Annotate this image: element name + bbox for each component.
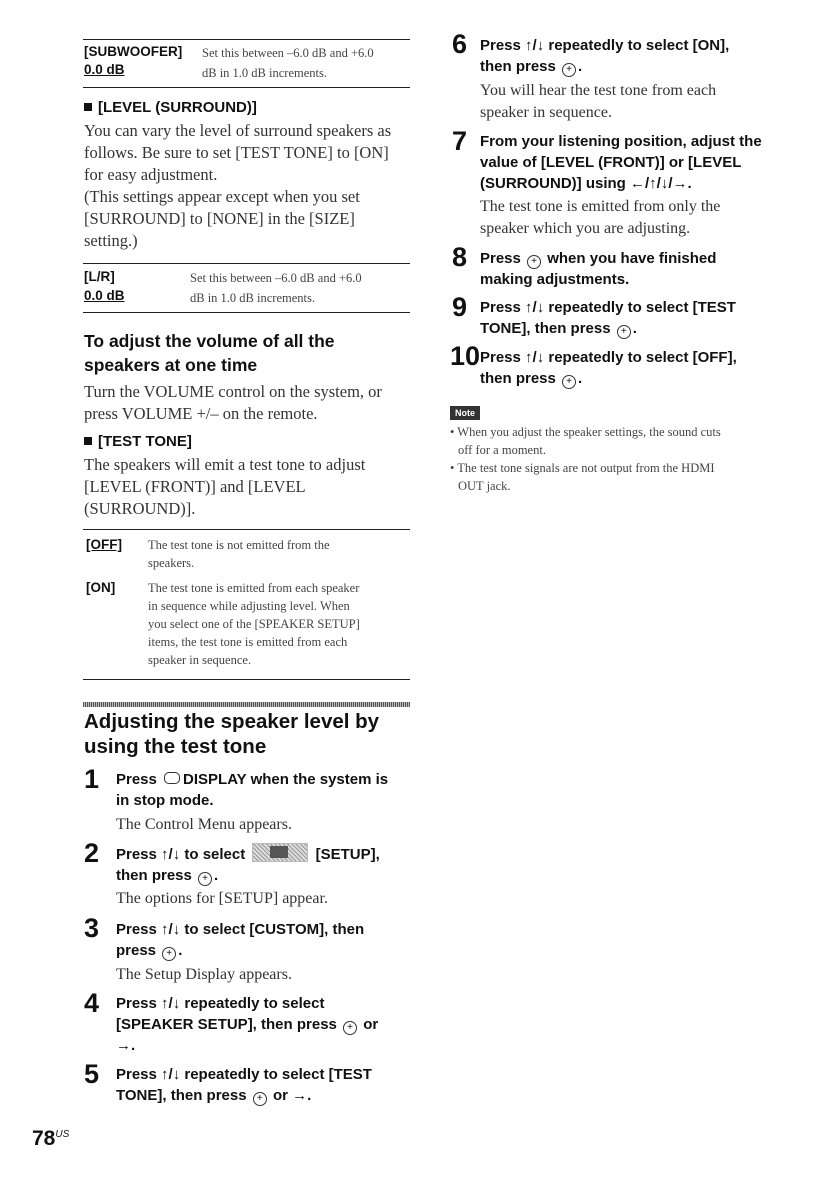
- step-8-number: 8: [452, 242, 468, 272]
- step-6-body: You will hear the test tone from each speaker in sequence.: [480, 82, 717, 121]
- step-2-body: The options for [SETUP] appear.: [116, 890, 328, 907]
- step-3-number: 3: [84, 913, 100, 943]
- note-badge: Note: [450, 403, 480, 421]
- on-desc: The test tone is emitted from each speaker in sequence while adjusting level. When you select one of the [SPEAKER SETUP] items, the test tone is emitted from each speaker in sequence.: [148, 581, 360, 667]
- off-key: [OFF]: [86, 537, 122, 552]
- test-tone-heading: [TEST TONE]: [84, 433, 192, 450]
- step-8-title: Press + when you have finished making adjustments.: [480, 250, 717, 288]
- step-5-number: 5: [84, 1059, 100, 1089]
- step-10-title: Press ↑/↓ repeatedly to select [OFF], then press + .: [480, 349, 737, 387]
- step-6-title: Press ↑/↓ repeatedly to select [ON], then press + .: [480, 37, 730, 75]
- step-4-number: 4: [84, 988, 100, 1018]
- subwoofer-key: [SUBWOOFER]: [84, 44, 183, 59]
- step-6-number: 6: [452, 29, 468, 59]
- table-rule: [83, 263, 410, 264]
- step-5-title: Press ↑/↓ repeatedly to select [TEST TONE], then press + or →.: [116, 1066, 372, 1104]
- test-tone-body: The speakers will emit a test tone to adjust [LEVEL (FRONT)] and [LEVEL (SURROUND)].: [84, 455, 366, 518]
- on-key: [ON]: [86, 580, 116, 595]
- display-button-icon: [164, 772, 180, 784]
- level-surround-body: You can vary the level of surround speakers as follows. Be sure to set [TEST TONE] to [ON] for easy adjustment. (This settings appear except when you set [SURROUND] to [NONE] in the [SIZE] setting.): [84, 121, 392, 250]
- adjust-all-body: Turn the VOLUME control on the system, or press VOLUME +/– on the remote.: [84, 382, 382, 423]
- subwoofer-default: 0.0 dB: [84, 62, 125, 77]
- enter-button-icon: +: [562, 375, 576, 389]
- enter-button-icon: +: [527, 255, 541, 269]
- enter-button-icon: +: [562, 63, 576, 77]
- enter-button-icon: +: [162, 947, 176, 961]
- lr-desc-line2: dB in 1.0 dB increments.: [190, 291, 315, 305]
- subwoofer-desc-line1: Set this between –6.0 dB and +6.0: [202, 46, 374, 60]
- section-divider: [83, 702, 410, 707]
- table-rule: [83, 87, 410, 88]
- table-rule: [83, 679, 410, 680]
- step-1-body: The Control Menu appears.: [116, 816, 292, 833]
- step-4-title: Press ↑/↓ repeatedly to select [SPEAKER SETUP], then press + or →.: [116, 995, 379, 1054]
- lr-key: [L/R]: [84, 269, 115, 284]
- enter-button-icon: +: [253, 1092, 267, 1106]
- step-2-number: 2: [84, 838, 100, 868]
- level-surround-heading: [LEVEL (SURROUND)]: [84, 99, 257, 116]
- note-item: OUT jack.: [458, 479, 511, 493]
- step-7-title: From your listening position, adjust the value of [LEVEL (FRONT)] or [LEVEL (SURROUND)] using ←/↑/↓/→.: [480, 133, 762, 192]
- enter-button-icon: +: [343, 1021, 357, 1035]
- setup-toolbox-icon: [252, 843, 308, 862]
- section-title: Adjusting the speaker level by using the test tone: [84, 710, 380, 758]
- step-2-title: Press ↑/↓ to select [SETUP], then press + .: [116, 843, 416, 886]
- table-rule: [83, 529, 410, 530]
- enter-button-icon: +: [617, 325, 631, 339]
- table-rule: [83, 312, 410, 313]
- table-rule: [83, 39, 410, 40]
- step-9-title: Press ↑/↓ repeatedly to select [TEST TONE], then press + .: [480, 299, 736, 337]
- lr-desc-line1: Set this between –6.0 dB and +6.0: [190, 271, 362, 285]
- step-7-body: The test tone is emitted from only the speaker which you are adjusting.: [480, 198, 721, 237]
- enter-button-icon: +: [198, 872, 212, 886]
- step-1-number: 1: [84, 764, 100, 794]
- subwoofer-desc-line2: dB in 1.0 dB increments.: [202, 66, 327, 80]
- lr-default: 0.0 dB: [84, 288, 125, 303]
- note-item: off for a moment.: [458, 443, 546, 457]
- off-desc: The test tone is not emitted from the speakers.: [148, 538, 330, 570]
- step-10-number: 10: [450, 341, 481, 371]
- step-3-title: Press ↑/↓ to select [CUSTOM], then press + .: [116, 921, 365, 959]
- note-list: [450, 423, 790, 495]
- page-number: $78^{US}$: [32, 1127, 70, 1150]
- step-3-body: The Setup Display appears.: [116, 966, 292, 983]
- step-9-number: 9: [452, 292, 468, 322]
- step-7-number: 7: [452, 126, 468, 156]
- note-item: • The test tone signals are not output from the HDMI: [450, 461, 715, 475]
- step-1-title: Press DISPLAY when the system is in stop mode.: [116, 771, 389, 809]
- note-item: • When you adjust the speaker settings, the sound cuts: [450, 425, 721, 439]
- adjust-all-heading: To adjust the volume of all the speakers at one time: [84, 331, 335, 375]
